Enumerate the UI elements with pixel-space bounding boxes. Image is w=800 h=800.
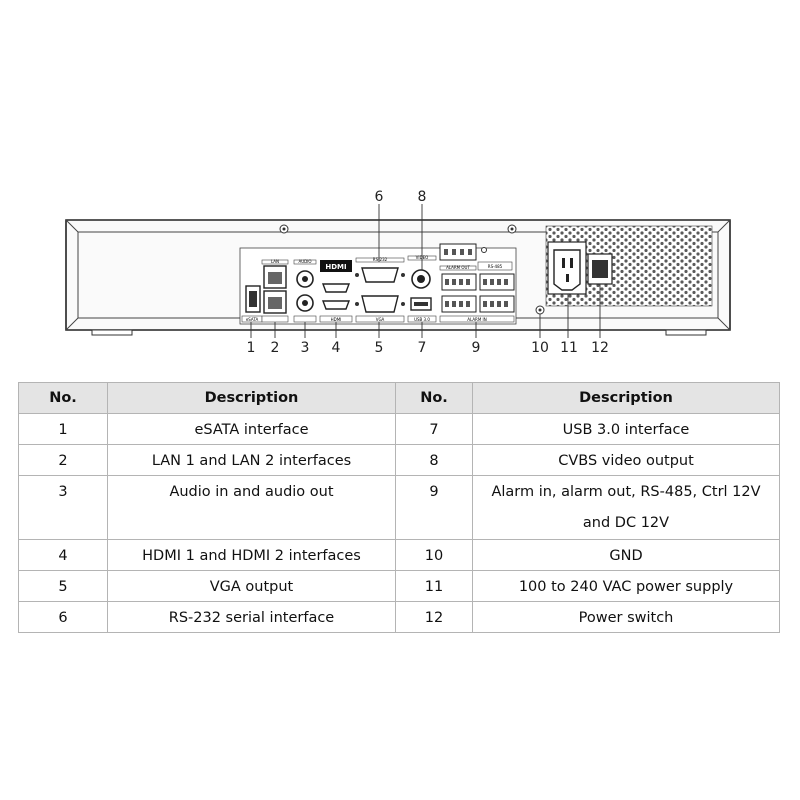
table-row <box>19 445 780 476</box>
label-rs485: RS-485 <box>487 264 503 269</box>
cell-desc-left: RS-232 serial interface <box>108 602 396 633</box>
header-no-left: No. <box>19 383 108 414</box>
label-hdmi: HDMI <box>330 317 342 322</box>
cell-no-left: 2 <box>19 445 108 476</box>
cell-desc-left: LAN 1 and LAN 2 interfaces <box>108 445 396 476</box>
cell-desc-left: eSATA interface <box>108 414 396 445</box>
callout-7: 7 <box>417 340 427 356</box>
cell-no-left: 6 <box>19 602 108 633</box>
label-esata: eSATA <box>245 317 259 322</box>
label-vga: VGA <box>375 317 385 322</box>
table-row <box>19 414 780 445</box>
cell-desc-right: Power switch <box>473 602 780 633</box>
cell-no-right: 7 <box>396 414 473 445</box>
callout-10: 10 <box>531 340 549 356</box>
cell-no-right: 11 <box>396 571 473 602</box>
cell-no-left: 5 <box>19 571 108 602</box>
callout-11: 11 <box>560 340 578 356</box>
cell-desc-right: Alarm in, alarm out, RS-485, Ctrl 12V and DC 12V <box>473 476 780 540</box>
cell-desc-right: USB 3.0 interface <box>473 414 780 445</box>
callout-1: 1 <box>246 340 256 356</box>
cell-desc-left: VGA output <box>108 571 396 602</box>
panel-label-layer <box>0 0 800 370</box>
callout-12: 12 <box>591 340 609 356</box>
callout-2: 2 <box>270 340 280 356</box>
cell-desc-left: Audio in and audio out <box>108 476 396 540</box>
cell-desc-right: GND <box>473 540 780 571</box>
cell-desc-right: CVBS video output <box>473 445 780 476</box>
cell-no-right: 8 <box>396 445 473 476</box>
header-description-left: Description <box>108 383 396 414</box>
callout-5: 5 <box>374 340 384 356</box>
cell-no-left: 3 <box>19 476 108 540</box>
table-header-row <box>19 383 780 414</box>
table-row <box>19 571 780 602</box>
cell-no-right: 12 <box>396 602 473 633</box>
header-description-right: Description <box>473 383 780 414</box>
rear-panel-diagram <box>0 0 800 370</box>
callout-3: 3 <box>300 340 310 356</box>
cell-no-right: 9 <box>396 476 473 540</box>
svg-text:HDMI: HDMI <box>325 263 347 271</box>
label-rs232: RS-232 <box>372 257 388 262</box>
label-audio: AUDIO <box>298 259 312 264</box>
callout-9: 9 <box>471 340 481 356</box>
label-lan: LAN <box>270 259 280 264</box>
cell-no-left: 1 <box>19 414 108 445</box>
table-row <box>19 476 780 540</box>
cell-no-right: 10 <box>396 540 473 571</box>
callout-8: 8 <box>417 189 427 205</box>
label-usb: USB 3.0 <box>414 317 430 322</box>
callout-6: 6 <box>374 189 384 205</box>
callout-4: 4 <box>331 340 341 356</box>
description-table <box>18 382 780 633</box>
table-row <box>19 602 780 633</box>
header-no-right: No. <box>396 383 473 414</box>
table-row <box>19 540 780 571</box>
cell-desc-right: 100 to 240 VAC power supply <box>473 571 780 602</box>
label-alarm-in: ALARM IN <box>467 317 487 322</box>
cell-desc-left: HDMI 1 and HDMI 2 interfaces <box>108 540 396 571</box>
cell-no-left: 4 <box>19 540 108 571</box>
label-video: VIDEO <box>415 255 429 260</box>
label-alarm-out: ALARM OUT <box>446 265 470 270</box>
